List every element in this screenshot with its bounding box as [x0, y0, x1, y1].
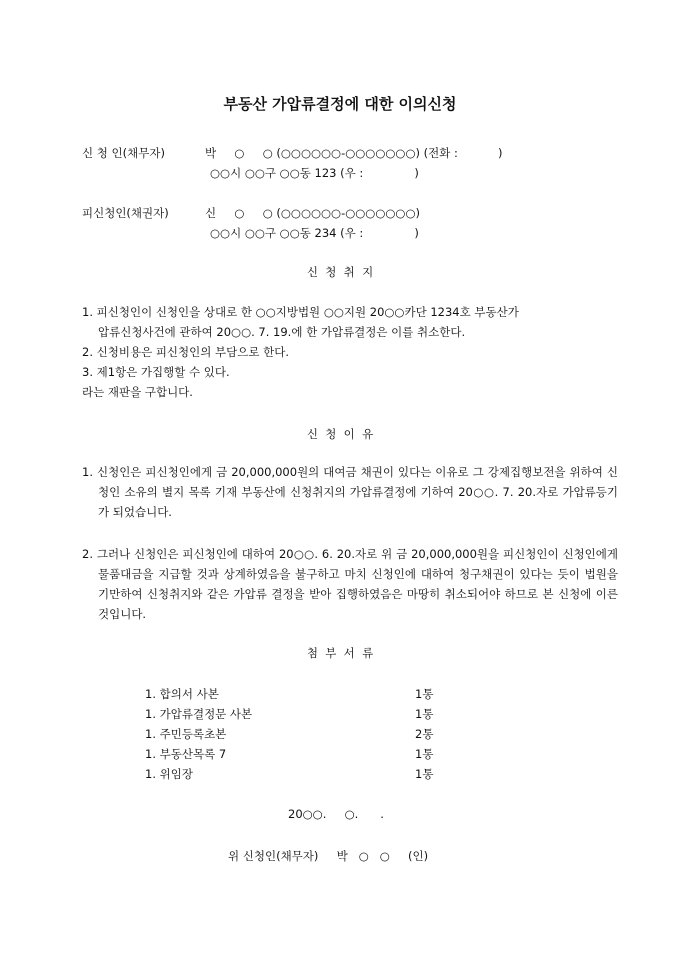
applicant-name-line: 박 ○ ○ (○○○○○○-○○○○○○○) (전화 : ) [205, 146, 503, 160]
document-title: 부동산 가압류결정에 대한 이의신청 [223, 95, 457, 113]
signature-line: 위 신청인(채무자) 박 ○ ○ (인) [228, 849, 429, 863]
attachment-item-name: 1. 주민등록초본 [145, 727, 227, 741]
attachment-item-count: 1통 [415, 767, 434, 781]
applicant-address-line: ○○시 ○○구 ○○동 123 (우 : ) [210, 166, 419, 180]
attachment-item-count: 2통 [415, 727, 434, 741]
attachment-item-count: 1통 [415, 747, 434, 761]
purpose-item2: 2. 신청비용은 피신청인의 부담으로 한다. [82, 345, 289, 359]
purpose-item1-line1: 1. 피신청인이 신청인을 상대로 한 ○○지방법원 ○○지원 20○○카단 1234호 부동산가 [82, 305, 519, 319]
attachment-item-name: 1. 부동산목록 7 [145, 747, 227, 761]
reasons-heading: 신 청 이 유 [306, 427, 374, 441]
attachment-item-count: 1통 [415, 707, 434, 721]
respondent-name-line: 신 ○ ○ (○○○○○○-○○○○○○○) [205, 206, 420, 220]
purpose-item3: 3. 제1항은 가집행할 수 있다. [82, 365, 230, 379]
attachment-item-count: 1통 [415, 687, 434, 701]
attachments-heading: 첨 부 서 류 [306, 646, 374, 660]
attachment-item-name: 1. 위임장 [145, 767, 193, 781]
purpose-item1-line2: 압류신청사건에 관하여 20○○. 7. 19.에 한 가압류결정은 이를 취소한다. [98, 325, 466, 339]
respondent-label: 피신청인(채권자) [82, 206, 169, 220]
attachment-item-name: 1. 가압류결정문 사본 [145, 707, 253, 721]
reasons-paragraph-2: 2. 그러나 신청인은 피신청인에 대하여 20○○. 6. 20.자로 위 금 20,000,000원을 피신청인이 신청인에게 물품대금을 지급할 것과 상계하였음을 불구하고 마치 신청인에 대하여 청구채권이 있다는 듯이 법원을 기만하여 신청취지와 같은 가압류 결정을 받아 집행하였음은 마땅히 취소되어야 하므로 본 신청에 이른 것입니다. [82, 547, 618, 621]
applicant-label: 신 청 인(채무자) [82, 146, 165, 160]
purpose-heading: 신 청 취 지 [306, 265, 374, 279]
reasons-paragraph-1: 1. 신청인은 피신청인에게 금 20,000,000원의 대여금 채권이 있다는 이유로 그 강제집행보전을 위하여 신청인 소유의 별지 목록 기재 부동산에 신청취지의 가압류결정에 기하여 20○○. 7. 20.자로 가압류등기가 되었습니다. [82, 465, 618, 519]
document-date: 20○○. ○. . [288, 807, 384, 821]
purpose-closing: 라는 재판을 구합니다. [82, 385, 193, 399]
attachment-item-name: 1. 합의서 사본 [145, 687, 219, 701]
respondent-address-line: ○○시 ○○구 ○○동 234 (우 : ) [210, 226, 419, 240]
